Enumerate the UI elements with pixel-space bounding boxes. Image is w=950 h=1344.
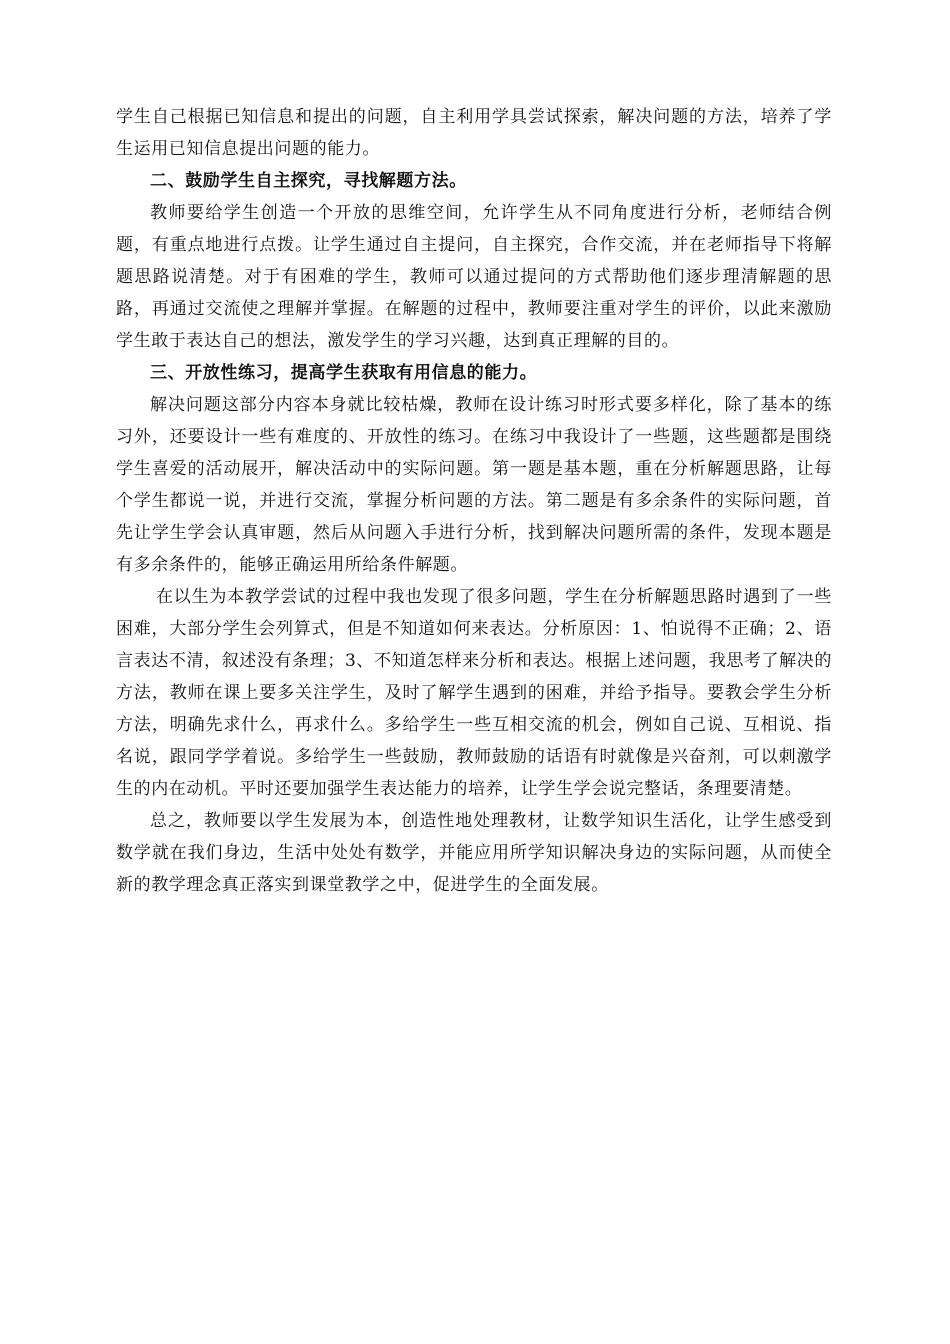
paragraph-conclusion: 总之，教师要以学生发展为本，创造性地处理教材，让数学知识生活化，让学生感受到数学就在我们身边，生活中处处有数学，并能应用所学知识解决身边的实际问题，从而使全新的教学理念真正落实到课堂教学之中，促进学生的全面发展。 xyxy=(116,811,832,895)
paragraph: 解决问题这部分内容本身就比较枯燥，教师在设计练习时形式要多样化，除了基本的练习外，还要设计一些有难度的、开放性的练习。在练习中我设计了一些题，这些题都是围绕学生喜爱的活动展开，解决活动中的实际问题。第一题是基本题，重在分析解题思路，让每个学生都说一说，并进行交流，掌握分析问题的方法。第二题是有多余条件的实际问题，首先让学生学会认真审题，然后从问题入手进行分析，找到解决问题所需的条件，发现本题是有多余条件的，能够正确运用所给条件解题。 xyxy=(116,395,832,575)
paragraph-continuation: 学生自己根据已知信息和提出的问题，自主利用学具尝试探索，解决问题的方法，培养了学生运用已知信息提出问题的能力。 xyxy=(116,107,832,159)
paragraph: 在以生为本教学尝试的过程中我也发现了很多问题，学生在分析解题思路时遇到了一些困难，大部分学生会列算式，但是不知道如何来表达。分析原因：1、怕说得不正确；2、语言表达不清，叙述没有条理；3、不知道怎样来分析和表达。根据上述问题，我思考了解决的方法，教师在课上要多关注学生，及时了解学生遇到的困难，并给予指导。要教会学生分析方法，明确先求什么，再求什么。多给学生一些互相交流的机会，例如自己说、互相说、指名说，跟同学学着说。多给学生一些鼓励，教师鼓励的话语有时就像是兴奋剂，可以刺激学生的内在动机。平时还要加强学生表达能力的培养，让学生学会说完整话，条理要清楚。 xyxy=(116,587,832,799)
section-heading-2: 二、鼓励学生自主探究，寻找解题方法。 xyxy=(150,171,467,191)
section-heading-3: 三、开放性练习，提高学生获取有用信息的能力。 xyxy=(150,363,538,383)
paragraph: 教师要给学生创造一个开放的思维空间，允许学生从不同角度进行分析，老师结合例题，有重点地进行点拨。让学生通过自主提问，自主探究，合作交流，并在老师指导下将解题思路说清楚。对于有困难的学生，教师可以通过提问的方式帮助他们逐步理清解题的思路，再通过交流使之理解并掌握。在解题的过程中，教师要注重对学生的评价，以此来激励学生敢于表达自己的想法，激发学生的学习兴趣，达到真正理解的目的。 xyxy=(116,203,832,351)
document-body xyxy=(116,101,832,901)
